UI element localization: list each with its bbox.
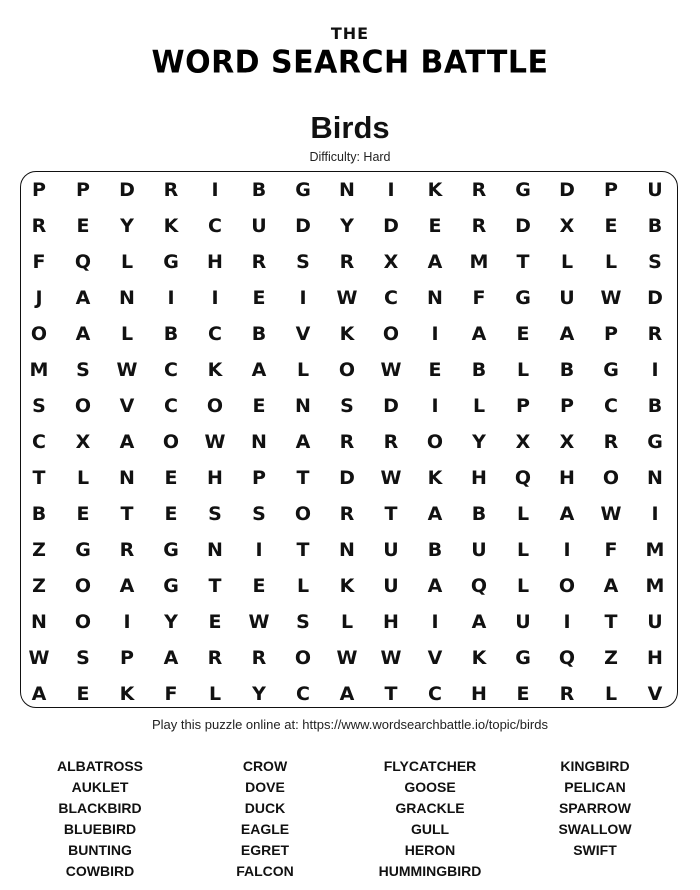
word-item: CROW	[242, 758, 288, 774]
grid-cell: B	[251, 323, 267, 345]
grid-cell: M	[469, 251, 489, 273]
grid-cell: G	[75, 539, 91, 561]
grid-cell: U	[471, 539, 487, 561]
grid-cell: O	[74, 575, 92, 597]
word-item: BLACKBIRD	[58, 800, 142, 816]
grid-cell: K	[339, 323, 355, 345]
grid-cell: H	[207, 251, 223, 273]
grid-cell: U	[647, 611, 663, 633]
grid-cell: E	[252, 287, 266, 309]
grid-cell: C	[208, 215, 222, 237]
grid-cell: O	[294, 503, 312, 525]
grid-cell: I	[431, 395, 439, 417]
grid-cell: A	[119, 431, 135, 453]
grid-cell: M	[29, 359, 49, 381]
word-column-2	[180, 756, 350, 882]
difficulty-label: Difficulty: Hard	[309, 150, 391, 164]
grid-cell: H	[471, 683, 487, 705]
grid-cell: R	[207, 647, 223, 669]
word-item: FLYCATCHER	[383, 758, 477, 774]
grid-cell: T	[604, 611, 618, 633]
grid-cell: I	[563, 539, 571, 561]
grid-cell: L	[604, 683, 618, 705]
grid-cell: H	[471, 467, 487, 489]
grid-cell: F	[472, 287, 486, 309]
grid-row	[17, 604, 677, 640]
grid-cell: A	[119, 575, 135, 597]
grid-cell: G	[163, 575, 179, 597]
grid-cell: G	[603, 359, 619, 381]
grid-cell: H	[647, 647, 663, 669]
grid-cell: U	[383, 575, 399, 597]
grid-cell: R	[339, 503, 355, 525]
play-online-link[interactable]: Play this puzzle online at: https://www.wordsearchbattle.io/topic/birds	[152, 717, 548, 732]
grid-cell: E	[252, 575, 266, 597]
grid-cell: B	[647, 395, 663, 417]
word-item: PELICAN	[564, 779, 626, 795]
grid-cell: F	[164, 683, 178, 705]
grid-cell: I	[167, 287, 175, 309]
grid-cell: Q	[514, 467, 532, 489]
grid-cell: K	[427, 179, 443, 201]
grid-cell: T	[296, 539, 310, 561]
grid-cell: Q	[470, 575, 488, 597]
grid-cell: V	[119, 395, 135, 417]
grid-cell: R	[471, 179, 487, 201]
grid-cell: K	[119, 683, 135, 705]
grid-cell: F	[32, 251, 46, 273]
grid-cell: L	[560, 251, 574, 273]
grid-cell: N	[339, 179, 355, 201]
grid-cell: A	[251, 359, 267, 381]
grid-cell: E	[252, 395, 266, 417]
grid-cell: N	[207, 539, 223, 561]
grid-cell: I	[123, 611, 131, 633]
grid-row	[17, 532, 677, 568]
grid-cell: T	[120, 503, 134, 525]
grid-cell: G	[163, 539, 179, 561]
grid-cell: I	[431, 611, 439, 633]
grid-cell: B	[559, 359, 575, 381]
grid-cell: S	[208, 503, 222, 525]
word-item: DUCK	[244, 800, 286, 816]
grid-cell: Y	[472, 431, 486, 453]
grid-cell: C	[32, 431, 46, 453]
grid-cell: R	[603, 431, 619, 453]
grid-cell: I	[299, 287, 307, 309]
grid-cell: W	[380, 647, 402, 669]
grid-row	[17, 172, 677, 208]
grid-cell: P	[252, 467, 266, 489]
grid-cell: U	[515, 611, 531, 633]
grid-cell: E	[516, 323, 530, 345]
grid-cell: B	[251, 179, 267, 201]
grid-cell: A	[427, 503, 443, 525]
grid-cell: P	[32, 179, 46, 201]
word-column-1	[15, 756, 185, 882]
grid-cell: P	[604, 323, 618, 345]
grid-cell: D	[559, 179, 575, 201]
grid-cell: A	[75, 323, 91, 345]
grid-cell: S	[76, 359, 90, 381]
puzzle-title: Birds	[310, 110, 390, 145]
grid-cell: G	[163, 251, 179, 273]
word-item: KINGBIRD	[560, 758, 630, 774]
grid-row	[17, 316, 677, 352]
grid-row	[17, 280, 677, 316]
grid-cell: O	[162, 431, 180, 453]
word-item: EGRET	[240, 842, 290, 858]
grid-cell: E	[76, 683, 90, 705]
grid-cell: E	[208, 611, 222, 633]
grid-row	[17, 388, 677, 424]
grid-cell: Y	[252, 683, 266, 705]
grid-cell: N	[119, 467, 135, 489]
grid-cell: W	[204, 431, 226, 453]
grid-cell: D	[383, 215, 399, 237]
grid-cell: S	[252, 503, 266, 525]
grid-cell: O	[74, 395, 92, 417]
grid-cell: N	[251, 431, 267, 453]
grid-cell: L	[516, 503, 530, 525]
grid-cell: A	[163, 647, 179, 669]
grid-cell: C	[296, 683, 310, 705]
grid-cell: X	[383, 251, 399, 273]
grid-cell: G	[515, 179, 531, 201]
grid-cell: R	[559, 683, 575, 705]
grid-cell: D	[383, 395, 399, 417]
grid-cell: P	[560, 395, 574, 417]
grid-cell: C	[428, 683, 442, 705]
grid-cell: K	[207, 359, 223, 381]
letter-grid	[17, 172, 677, 712]
grid-cell: F	[604, 539, 618, 561]
grid-cell: S	[296, 251, 310, 273]
grid-cell: R	[339, 251, 355, 273]
grid-cell: X	[75, 431, 91, 453]
word-item: GRACKLE	[395, 800, 465, 816]
grid-cell: M	[645, 539, 665, 561]
grid-cell: O	[294, 647, 312, 669]
grid-cell: R	[163, 179, 179, 201]
grid-row	[17, 676, 677, 712]
grid-cell: W	[336, 647, 358, 669]
grid-cell: Z	[604, 647, 618, 669]
grid-cell: L	[120, 323, 134, 345]
grid-cell: O	[30, 323, 48, 345]
grid-cell: O	[602, 467, 620, 489]
grid-cell: A	[603, 575, 619, 597]
grid-cell: D	[647, 287, 663, 309]
grid-cell: N	[647, 467, 663, 489]
grid-cell: R	[647, 323, 663, 345]
grid-cell: L	[516, 575, 530, 597]
grid-cell: P	[604, 179, 618, 201]
grid-row	[17, 460, 677, 496]
grid-cell: R	[471, 215, 487, 237]
grid-cell: H	[559, 467, 575, 489]
grid-cell: G	[647, 431, 663, 453]
grid-cell: A	[427, 251, 443, 273]
grid-cell: E	[76, 215, 90, 237]
grid-cell: T	[384, 683, 398, 705]
grid-cell: A	[31, 683, 47, 705]
grid-row	[17, 424, 677, 460]
grid-cell: T	[296, 467, 310, 489]
grid-cell: L	[208, 683, 222, 705]
word-item: SWALLOW	[558, 821, 632, 837]
grid-cell: O	[206, 395, 224, 417]
grid-cell: C	[164, 359, 178, 381]
word-column-4	[510, 756, 680, 861]
grid-cell: P	[516, 395, 530, 417]
grid-cell: K	[471, 647, 487, 669]
grid-cell: N	[427, 287, 443, 309]
grid-cell: R	[251, 251, 267, 273]
grid-cell: B	[427, 539, 443, 561]
grid-cell: Y	[340, 215, 354, 237]
word-column-3	[345, 756, 515, 882]
grid-cell: A	[295, 431, 311, 453]
grid-cell: T	[384, 503, 398, 525]
grid-cell: O	[338, 359, 356, 381]
grid-cell: C	[208, 323, 222, 345]
word-item: EAGLE	[240, 821, 290, 837]
grid-cell: T	[32, 467, 46, 489]
grid-cell: I	[651, 503, 659, 525]
grid-cell: I	[211, 179, 219, 201]
grid-cell: N	[339, 539, 355, 561]
grid-cell: X	[515, 431, 531, 453]
grid-cell: K	[427, 467, 443, 489]
word-item: HERON	[404, 842, 456, 858]
grid-row	[17, 208, 677, 244]
grid-cell: L	[76, 467, 90, 489]
grid-cell: B	[31, 503, 47, 525]
grid-cell: R	[251, 647, 267, 669]
grid-cell: S	[296, 611, 310, 633]
grid-cell: L	[516, 539, 530, 561]
grid-cell: O	[558, 575, 576, 597]
grid-cell: L	[296, 359, 310, 381]
grid-cell: G	[295, 179, 311, 201]
grid-cell: S	[340, 395, 354, 417]
grid-cell: C	[604, 395, 618, 417]
grid-cell: C	[384, 287, 398, 309]
grid-cell: V	[427, 647, 443, 669]
grid-cell: B	[163, 323, 179, 345]
word-item: GULL	[410, 821, 450, 837]
grid-cell: H	[207, 467, 223, 489]
word-item: HUMMINGBIRD	[378, 863, 482, 879]
grid-cell: L	[340, 611, 354, 633]
grid-cell: U	[251, 215, 267, 237]
grid-cell: Q	[74, 251, 92, 273]
grid-cell: G	[515, 647, 531, 669]
word-item: ALBATROSS	[56, 758, 144, 774]
grid-cell: R	[31, 215, 47, 237]
grid-cell: A	[559, 503, 575, 525]
grid-cell: E	[164, 503, 178, 525]
grid-cell: I	[387, 179, 395, 201]
grid-cell: U	[383, 539, 399, 561]
grid-cell: W	[380, 467, 402, 489]
grid-cell: A	[471, 323, 487, 345]
grid-row	[17, 352, 677, 388]
word-item: GOOSE	[404, 779, 456, 795]
grid-cell: E	[604, 215, 618, 237]
grid-cell: Y	[120, 215, 134, 237]
grid-cell: O	[382, 323, 400, 345]
grid-cell: Q	[558, 647, 576, 669]
grid-cell: B	[647, 215, 663, 237]
grid-row	[17, 640, 677, 676]
grid-cell: C	[164, 395, 178, 417]
grid-cell: T	[208, 575, 222, 597]
grid-cell: K	[163, 215, 179, 237]
grid-cell: W	[116, 359, 138, 381]
grid-cell: A	[427, 575, 443, 597]
grid-cell: R	[119, 539, 135, 561]
grid-cell: U	[559, 287, 575, 309]
grid-cell: E	[516, 683, 530, 705]
grid-cell: E	[76, 503, 90, 525]
grid-cell: A	[559, 323, 575, 345]
grid-cell: W	[600, 503, 622, 525]
grid-cell: S	[76, 647, 90, 669]
brand-prefix: THE	[330, 24, 370, 43]
grid-cell: R	[339, 431, 355, 453]
grid-cell: Y	[164, 611, 178, 633]
grid-cell: E	[164, 467, 178, 489]
grid-cell: R	[383, 431, 399, 453]
grid-cell: L	[516, 359, 530, 381]
grid-cell: D	[295, 215, 311, 237]
grid-cell: E	[428, 215, 442, 237]
grid-cell: V	[647, 683, 663, 705]
word-item: SWIFT	[573, 842, 617, 858]
grid-cell: N	[119, 287, 135, 309]
grid-cell: E	[428, 359, 442, 381]
grid-cell: G	[515, 287, 531, 309]
grid-cell: J	[35, 287, 43, 309]
grid-cell: Z	[32, 575, 46, 597]
grid-cell: M	[645, 575, 665, 597]
grid-row	[17, 496, 677, 532]
grid-cell: W	[336, 287, 358, 309]
word-item: AUKLET	[71, 779, 129, 795]
grid-cell: X	[559, 431, 575, 453]
word-item: FALCON	[236, 863, 294, 879]
word-item: SPARROW	[558, 800, 632, 816]
grid-cell: W	[600, 287, 622, 309]
grid-cell: X	[559, 215, 575, 237]
grid-cell: N	[31, 611, 47, 633]
grid-cell: S	[648, 251, 662, 273]
grid-cell: I	[651, 359, 659, 381]
grid-cell: B	[471, 503, 487, 525]
grid-cell: W	[248, 611, 270, 633]
grid-cell: A	[339, 683, 355, 705]
grid-cell: T	[516, 251, 530, 273]
grid-cell: S	[32, 395, 46, 417]
grid-cell: V	[295, 323, 311, 345]
grid-cell: D	[119, 179, 135, 201]
grid-cell: L	[296, 575, 310, 597]
grid-cell: U	[647, 179, 663, 201]
word-item: BUNTING	[68, 842, 132, 858]
grid-cell: Z	[32, 539, 46, 561]
grid-cell: W	[380, 359, 402, 381]
grid-cell: N	[295, 395, 311, 417]
grid-cell: D	[339, 467, 355, 489]
grid-cell: D	[515, 215, 531, 237]
grid-cell: L	[604, 251, 618, 273]
grid-cell: I	[563, 611, 571, 633]
grid-row	[17, 568, 677, 604]
grid-cell: K	[339, 575, 355, 597]
grid-row	[17, 244, 677, 280]
grid-cell: B	[471, 359, 487, 381]
grid-cell: I	[255, 539, 263, 561]
grid-cell: O	[74, 611, 92, 633]
grid-cell: L	[472, 395, 486, 417]
grid-cell: L	[120, 251, 134, 273]
word-item: BLUEBIRD	[63, 821, 137, 837]
grid-cell: A	[75, 287, 91, 309]
grid-cell: O	[426, 431, 444, 453]
grid-cell: A	[471, 611, 487, 633]
word-item: DOVE	[245, 779, 285, 795]
grid-cell: W	[28, 647, 50, 669]
grid-cell: I	[211, 287, 219, 309]
grid-cell: P	[120, 647, 134, 669]
brand-logo: WORD SEARCH BATTLE	[151, 44, 549, 81]
word-item: COWBIRD	[65, 863, 135, 879]
grid-cell: I	[431, 323, 439, 345]
grid-cell: H	[383, 611, 399, 633]
grid-cell: P	[76, 179, 90, 201]
